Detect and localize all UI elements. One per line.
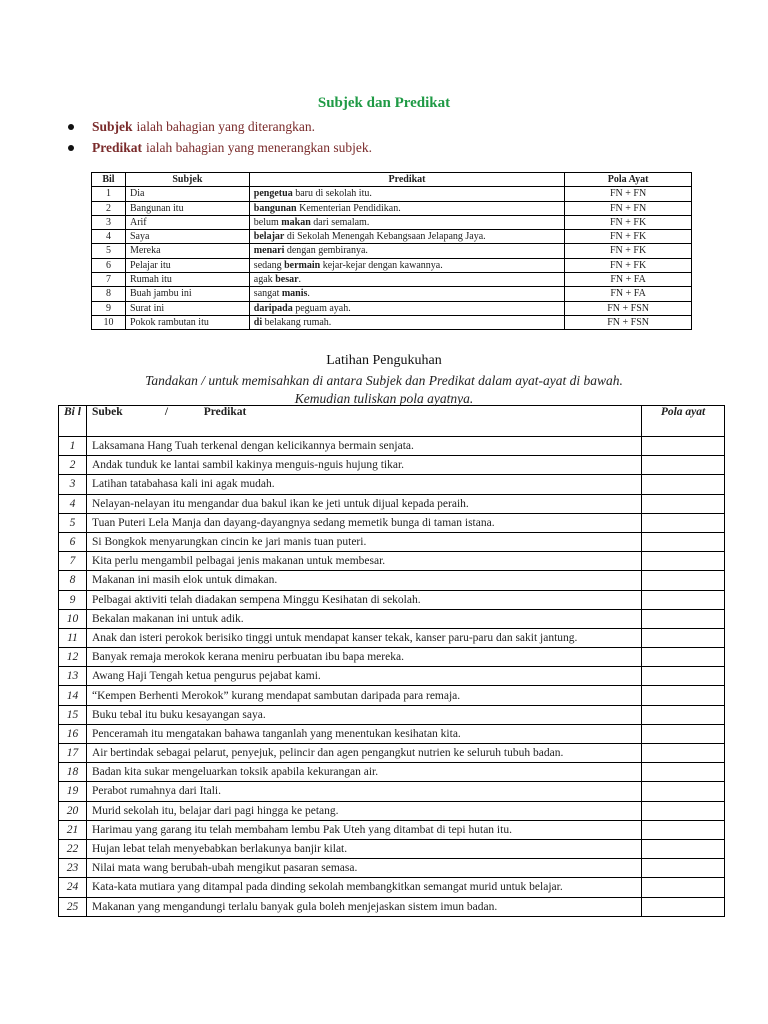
exercise-row [59, 897, 725, 916]
exercise-row [59, 782, 725, 801]
instruction-line: Kemudian tuliskan pola ayatnya. [294, 391, 474, 406]
row-sentence: Hujan lebat telah menyebabkan berlakunya banjir kilat. [86, 839, 641, 858]
exercise-row [59, 839, 725, 858]
predikat-key: menari [253, 245, 285, 257]
row-number: 16 [59, 724, 87, 743]
row-subjek: Buah jambu ini [125, 287, 249, 301]
row-number: 13 [59, 667, 87, 686]
exercise-row [59, 609, 725, 628]
row-sentence: Makanan yang mengandungi terlalu banyak gula boleh menjejaskan sistem imun badan. [86, 897, 641, 916]
exercise-row [59, 724, 725, 743]
row-sentence: Kita perlu mengambil pelbagai jenis makanan untuk membesar. [86, 552, 641, 571]
row-pola-answer[interactable] [642, 724, 725, 743]
predikat-rest: dari semalam. [310, 216, 370, 228]
row-pola: FN + FSN [565, 315, 692, 329]
row-number: 6 [59, 532, 87, 551]
row-sentence: Awang Haji Tengah ketua pengurus pejabat kami. [86, 667, 641, 686]
row-sentence: Makanan ini masih elok untuk dimakan. [86, 571, 641, 590]
row-pola-answer[interactable] [642, 552, 725, 571]
row-predikat [249, 215, 564, 229]
row-sentence: Nelayan-nelayan itu mengandar dua bakul ikan ke jeti untuk dijual kepada peraih. [86, 494, 641, 513]
row-sentence: Banyak remaja merokok kerana meniru perbuatan ibu bapa mereka. [86, 648, 641, 667]
row-sentence: Penceramah itu mengatakan bahawa tanganlah yang menentukan kesihatan kita. [86, 724, 641, 743]
header-subjek: Subjek [125, 173, 249, 187]
row-number: 25 [59, 897, 87, 916]
exercise-row [59, 686, 725, 705]
exercise-row [59, 763, 725, 782]
exercise-row [59, 801, 725, 820]
row-subjek: Arif [125, 215, 249, 229]
example-table [91, 172, 692, 330]
row-pola: FN + FN [565, 187, 692, 201]
definition-term: Predikat [92, 139, 142, 155]
row-pola-answer[interactable] [642, 782, 725, 801]
row-pola: FN + FK [565, 244, 692, 258]
row-pola-answer[interactable] [642, 456, 725, 475]
row-sentence: Harimau yang garang itu telah membaham lembu Pak Uteh yang ditambat di tepi hutan itu. [86, 820, 641, 839]
row-pola-answer[interactable] [642, 628, 725, 647]
predikat-key: belajar [253, 231, 285, 243]
row-predikat [249, 244, 564, 258]
row-bil: 6 [92, 258, 126, 272]
example-row [92, 287, 692, 301]
row-pola: FN + FA [565, 287, 692, 301]
row-number: 3 [59, 475, 87, 494]
example-row [92, 315, 692, 329]
row-sentence: Perabot rumahnya dari Itali. [86, 782, 641, 801]
example-row [92, 244, 692, 258]
exercise-row [59, 705, 725, 724]
row-pola: FN + FN [565, 201, 692, 215]
exercise-row [59, 859, 725, 878]
row-predikat [249, 230, 564, 244]
row-pola-answer[interactable] [642, 859, 725, 878]
example-row [92, 258, 692, 272]
row-sentence: Kata-kata mutiara yang ditampal pada dinding sekolah membangkitkan semangat murid untuk belajar. [86, 878, 641, 897]
row-sentence: Latihan tatabahasa kali ini agak mudah. [86, 475, 641, 494]
row-number: 24 [59, 878, 87, 897]
exercise-row [59, 878, 725, 897]
example-row [92, 201, 692, 215]
definition-term: Subjek [92, 118, 133, 134]
row-bil: 4 [92, 230, 126, 244]
row-sentence: Anak dan isteri perokok berisiko tinggi untuk mendapat kanser tekak, kanser paru-paru dan sakit jantung. [86, 628, 641, 647]
row-predikat [249, 187, 564, 201]
row-number: 5 [59, 513, 87, 532]
row-pola-answer[interactable] [642, 801, 725, 820]
row-pola-answer[interactable] [642, 475, 725, 494]
predikat-key: manis [281, 288, 308, 300]
row-bil: 10 [92, 315, 126, 329]
row-pola-answer[interactable] [642, 609, 725, 628]
header-predikat: Predikat [203, 406, 247, 418]
predikat-rest: peguam ayah. [292, 302, 351, 314]
header-pola-ayat: Pola Ayat [565, 173, 692, 187]
row-bil: 9 [92, 301, 126, 315]
predikat-pre: agak [253, 274, 276, 286]
instructions [0, 372, 768, 408]
row-pola-answer[interactable] [642, 571, 725, 590]
row-pola-answer[interactable] [642, 590, 725, 609]
row-pola-answer[interactable] [642, 897, 725, 916]
row-pola-answer[interactable] [642, 744, 725, 763]
row-pola: FN + FK [565, 215, 692, 229]
exercise-table-header [59, 406, 725, 437]
row-number: 20 [59, 801, 87, 820]
row-subjek: Bangunan itu [125, 201, 249, 215]
row-pola-answer[interactable] [642, 878, 725, 897]
row-number: 21 [59, 820, 87, 839]
header-subek: Subek [91, 406, 123, 418]
exercise-row [59, 437, 725, 456]
row-sentence: “Kempen Berhenti Merokok” kurang mendapat sambutan daripada para remaja. [86, 686, 641, 705]
predikat-rest: Kementerian Pendidikan. [296, 202, 401, 214]
header-slash: / [164, 406, 169, 418]
row-sentence: Tuan Puteri Lela Manja dan dayang-dayangnya sedang memetik bunga di taman istana. [86, 513, 641, 532]
row-number: 7 [59, 552, 87, 571]
row-subjek: Pokok rambutan itu [125, 315, 249, 329]
row-bil: 7 [92, 273, 126, 287]
example-row [92, 273, 692, 287]
predikat-key: bangunan [253, 202, 297, 214]
predikat-rest: kejar-kejar dengan kawannya. [320, 259, 443, 271]
predikat-key: makan [281, 216, 311, 228]
row-sentence: Buku tebal itu buku kesayangan saya. [86, 705, 641, 724]
header-pola-ayat: Pola ayat [642, 406, 725, 437]
row-number: 12 [59, 648, 87, 667]
exercise-row [59, 552, 725, 571]
row-number: 15 [59, 705, 87, 724]
row-number: 2 [59, 456, 87, 475]
exercise-row [59, 628, 725, 647]
exercise-row [59, 494, 725, 513]
row-predikat [249, 287, 564, 301]
header-predikat: Predikat [249, 173, 564, 187]
row-pola-answer[interactable] [642, 513, 725, 532]
row-number: 22 [59, 839, 87, 858]
predikat-key: bermain [284, 259, 321, 271]
example-row [92, 230, 692, 244]
row-number: 19 [59, 782, 87, 801]
row-pola-answer[interactable] [642, 705, 725, 724]
definition-subjek [68, 116, 372, 137]
exercise-row [59, 475, 725, 494]
row-number: 11 [59, 628, 87, 647]
predikat-pre: sangat [253, 288, 282, 300]
row-sentence: Badan kita sukar mengeluarkan toksik apabila kekurangan air. [86, 763, 641, 782]
row-sentence: Bekalan makanan ini untuk adik. [86, 609, 641, 628]
row-pola: FN + FA [565, 273, 692, 287]
row-number: 8 [59, 571, 87, 590]
row-sentence: Laksamana Hang Tuah terkenal dengan kelicikannya bermain senjata. [86, 437, 641, 456]
row-predikat [249, 301, 564, 315]
predikat-rest: belakang rumah. [262, 316, 332, 328]
exercise-row [59, 648, 725, 667]
row-subjek: Saya [125, 230, 249, 244]
row-subjek: Surat ini [125, 301, 249, 315]
example-row [92, 301, 692, 315]
row-sentence: Andak tunduk ke lantai sambil kakinya menguis-nguis hujung tikar. [86, 456, 641, 475]
predikat-rest: baru di sekolah itu. [292, 188, 372, 200]
header-bil: Bil [92, 173, 126, 187]
row-pola-answer[interactable] [642, 437, 725, 456]
row-predikat [249, 201, 564, 215]
row-pola-answer[interactable] [642, 667, 725, 686]
bullet-icon [68, 124, 74, 130]
row-pola-answer[interactable] [642, 820, 725, 839]
row-subjek: Pelajar itu [125, 258, 249, 272]
header-subek-predikat [86, 406, 641, 437]
predikat-rest: . [298, 274, 302, 286]
definition-predikat [68, 137, 372, 158]
exercise-row [59, 571, 725, 590]
row-subjek: Dia [125, 187, 249, 201]
row-sentence: Si Bongkok menyarungkan cincin ke jari manis tuan puteri. [86, 532, 641, 551]
row-sentence: Murid sekolah itu, belajar dari pagi hingga ke petang. [86, 801, 641, 820]
row-pola-answer[interactable] [642, 839, 725, 858]
header-bil: Bi l [59, 406, 87, 437]
predikat-pre: sedang [253, 259, 285, 271]
row-number: 17 [59, 744, 87, 763]
row-subjek: Rumah itu [125, 273, 249, 287]
row-number: 10 [59, 609, 87, 628]
example-row [92, 187, 692, 201]
exercise-row [59, 532, 725, 551]
predikat-rest: dengan gembiranya. [284, 245, 368, 257]
predikat-key: di [253, 316, 263, 328]
exercise-row [59, 590, 725, 609]
row-number: 18 [59, 763, 87, 782]
predikat-rest: di Sekolah Menengah Kebangsaan Jelapang Jaya. [284, 231, 486, 243]
row-bil: 8 [92, 287, 126, 301]
row-pola-answer[interactable] [642, 686, 725, 705]
exercise-row [59, 820, 725, 839]
exercise-row [59, 513, 725, 532]
row-number: 23 [59, 859, 87, 878]
page-title: Subjek dan Predikat [317, 95, 451, 111]
row-sentence: Nilai mata wang berubah-ubah mengikut pasaran semasa. [86, 859, 641, 878]
row-pola-answer[interactable] [642, 648, 725, 667]
section-title: Latihan Pengukuhan [326, 353, 442, 368]
exercise-table [58, 405, 725, 917]
definition-text: ialah bahagian yang menerangkan subjek. [146, 139, 373, 155]
predikat-key: besar [275, 274, 299, 286]
row-predikat [249, 258, 564, 272]
row-bil: 3 [92, 215, 126, 229]
row-pola-answer[interactable] [642, 494, 725, 513]
row-pola: FN + FSN [565, 301, 692, 315]
predikat-key: daripada [253, 302, 293, 314]
row-sentence: Air bertindak sebagai pelarut, penyejuk, pelincir dan agen pengangkut nutrien ke seluruh tubuh badan. [86, 744, 641, 763]
row-bil: 5 [92, 244, 126, 258]
row-number: 14 [59, 686, 87, 705]
row-bil: 2 [92, 201, 126, 215]
row-pola: FN + FK [565, 258, 692, 272]
predikat-pre: belum [253, 216, 282, 228]
example-table-header [92, 173, 692, 187]
row-bil: 1 [92, 187, 126, 201]
row-number: 1 [59, 437, 87, 456]
bullet-icon [68, 145, 74, 151]
exercise-row [59, 667, 725, 686]
predikat-key: pengetua [253, 188, 293, 200]
exercise-row [59, 456, 725, 475]
row-predikat [249, 273, 564, 287]
row-number: 9 [59, 590, 87, 609]
row-subjek: Mereka [125, 244, 249, 258]
definition-text: ialah bahagian yang diterangkan. [136, 118, 315, 134]
predikat-rest: . [307, 288, 310, 300]
row-sentence: Pelbagai aktiviti telah diadakan sempena Minggu Kesihatan di sekolah. [86, 590, 641, 609]
definition-list [68, 116, 372, 158]
row-pola-answer[interactable] [642, 763, 725, 782]
row-number: 4 [59, 494, 87, 513]
row-pola-answer[interactable] [642, 532, 725, 551]
example-row [92, 215, 692, 229]
row-pola: FN + FK [565, 230, 692, 244]
exercise-row [59, 744, 725, 763]
row-predikat [249, 315, 564, 329]
instruction-line: Tandakan / untuk memisahkan di antara Subjek dan Predikat dalam ayat-ayat di bawah. [145, 373, 623, 388]
